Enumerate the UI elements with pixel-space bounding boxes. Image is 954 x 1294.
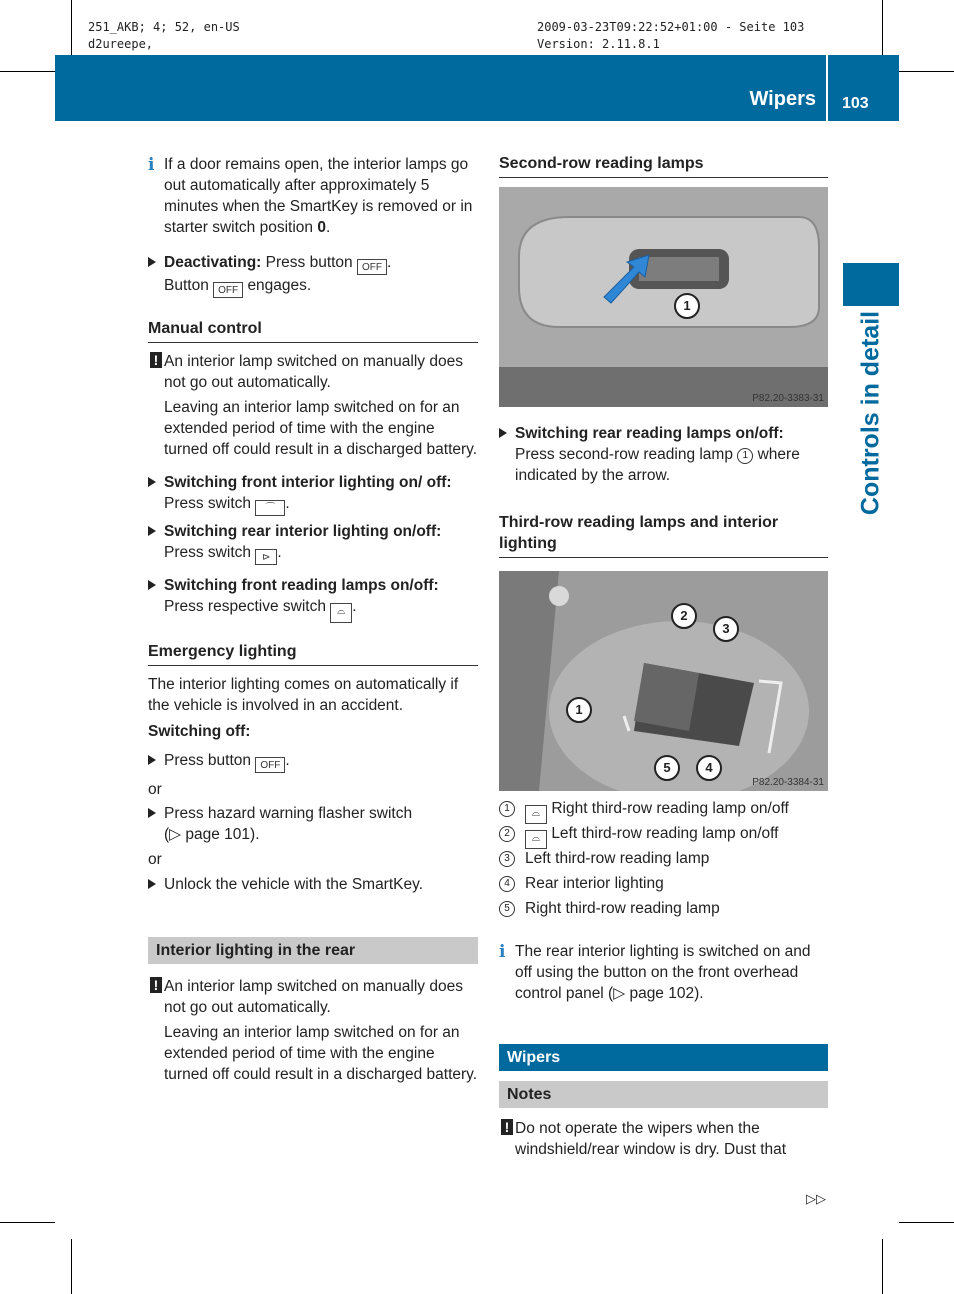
warning-note: ! Do not operate the wipers when the windshield/rear window is dry. Dust that [499,1118,828,1160]
figure-code: P82.20-3383-31 [752,393,824,404]
meta-line: 2009-03-23T09:22:52+01:00 - Seite 103 [537,20,805,34]
page-title: Wipers [749,88,816,110]
crop-mark [899,1222,954,1223]
crop-mark [882,1239,883,1294]
warning-note: ! An interior lamp switched on manually does not go out automatically. Leaving an interior lamp switched on for an extended period of time with the engine turned off could result in a discharged battery. [148,976,478,1085]
deactivating-step: Deactivating: Press button OFF . Button OFF engages. [148,252,478,298]
hazard-step: Press hazard warning flasher switch (▷ page 101). [148,803,478,845]
section-heading: Second-row reading lamps [499,153,828,178]
legend-item: 4 Rear interior lighting [499,873,839,898]
section-heading: Third-row reading lamps and interior lighting [499,512,828,558]
side-tab-marker [843,263,899,306]
step-arrow-icon [148,257,156,267]
off-button-icon: OFF [255,757,285,773]
figure-legend [499,798,839,923]
meta-line: d2ureepe, [88,37,154,51]
rear-lamp-switch-icon: ⊳ [255,549,277,565]
reading-lamp-switch-icon: ⌓ [525,805,547,824]
meta-line: Version: 2.11.8.1 [537,37,660,51]
callout-5: 5 [654,755,680,781]
step-arrow-icon [148,580,156,590]
side-tab-label: Controls in detail [856,310,885,516]
right-column [499,153,828,178]
info-note: i If a door remains open, the interior lamps go out automatically after approximately 5 minutes when the SmartKey is removed or in starter switch position 0. [148,155,473,236]
unlock-step: Unlock the vehicle with the SmartKey. [148,874,478,895]
right-column-bottom [499,941,828,1160]
callout-2: 2 [671,603,697,629]
step-arrow-icon [499,428,507,438]
step-arrow-icon [148,477,156,487]
crop-mark [899,71,954,72]
legend-item: 3 Left third-row reading lamp [499,848,839,873]
rear-lighting-step: Switching rear interior lighting on/off: Press switch ⊳ . [148,521,478,565]
left-column [148,154,478,1085]
print-meta-left [88,19,240,53]
reading-lamp-switch-icon: ⌓ [330,603,352,623]
reading-lamp-switch-icon: ⌓ [525,830,547,849]
info-icon: i [148,155,155,175]
crop-mark [0,71,55,72]
third-row-lamp-photo [499,571,828,791]
callout-3: 3 [713,616,739,642]
off-button-icon: OFF [357,259,387,275]
or-text: or [148,851,162,868]
step-arrow-icon [148,808,156,818]
off-button-icon: OFF [213,282,243,298]
subheading: Switching off: [148,723,251,740]
warning-icon: ! [150,977,162,993]
step-arrow-icon [148,526,156,536]
press-button-step: Press button OFF . [148,750,478,773]
legend-item: 2 ⌓ Left third-row reading lamp on/off [499,823,839,848]
section-bar-notes: Notes [499,1081,828,1108]
crop-mark [71,0,72,55]
lamp-illustration [499,187,828,407]
callout-ref-1: 1 [737,448,753,464]
front-lighting-step: Switching front interior lighting on/ off: Press switch ⌒ . [148,472,478,516]
info-note: i The rear interior lighting is switched on and off using the button on the front overhead control panel (▷ page 102). [499,942,811,1002]
callout-1: 1 [566,697,592,723]
meta-line: 251_AKB; 4; 52, en-US [88,20,240,34]
section-heading: Emergency lighting [148,641,478,666]
section-bar-wipers: Wipers [499,1044,828,1071]
warning-icon: ! [150,352,162,368]
front-lamp-switch-icon: ⌒ [255,500,285,516]
legend-item: 5 Right third-row reading lamp [499,898,839,923]
body-text: The interior lighting comes on automatically if the vehicle is involved in an accident. [148,676,459,714]
step-arrow-icon [148,879,156,889]
crop-mark [71,1239,72,1294]
print-meta-right [537,19,804,53]
or-text: or [148,781,162,798]
section-bar-rear-lighting: Interior lighting in the rear [148,937,478,964]
warning-icon: ! [501,1119,513,1135]
section-heading: Manual control [148,318,478,343]
switch-rear-reading-step: Switching rear reading lamps on/off: Press second-row reading lamp 1 where indicated by the arrow. [499,423,828,486]
callout-4: 4 [696,755,722,781]
page-number: 103 [842,95,869,112]
second-row-lamp-photo [499,187,828,407]
crop-mark [0,1222,55,1223]
crop-mark [882,0,883,55]
continue-arrows: ▷▷ [806,1191,826,1206]
right-column-middle [499,423,828,558]
header-separator [826,55,828,121]
warning-note: ! An interior lamp switched on manually does not go out automatically. Leaving an interior lamp switched on for an extended period of time with the engine turned off could result in a discharged battery. [148,351,478,460]
info-icon: i [499,942,506,962]
figure-code: P82.20-3384-31 [752,777,824,788]
front-reading-step: Switching front reading lamps on/off: Press respective switch ⌓ . [148,575,478,623]
callout-1: 1 [674,293,700,319]
legend-item: 1 ⌓ Right third-row reading lamp on/off [499,798,839,823]
step-arrow-icon [148,755,156,765]
